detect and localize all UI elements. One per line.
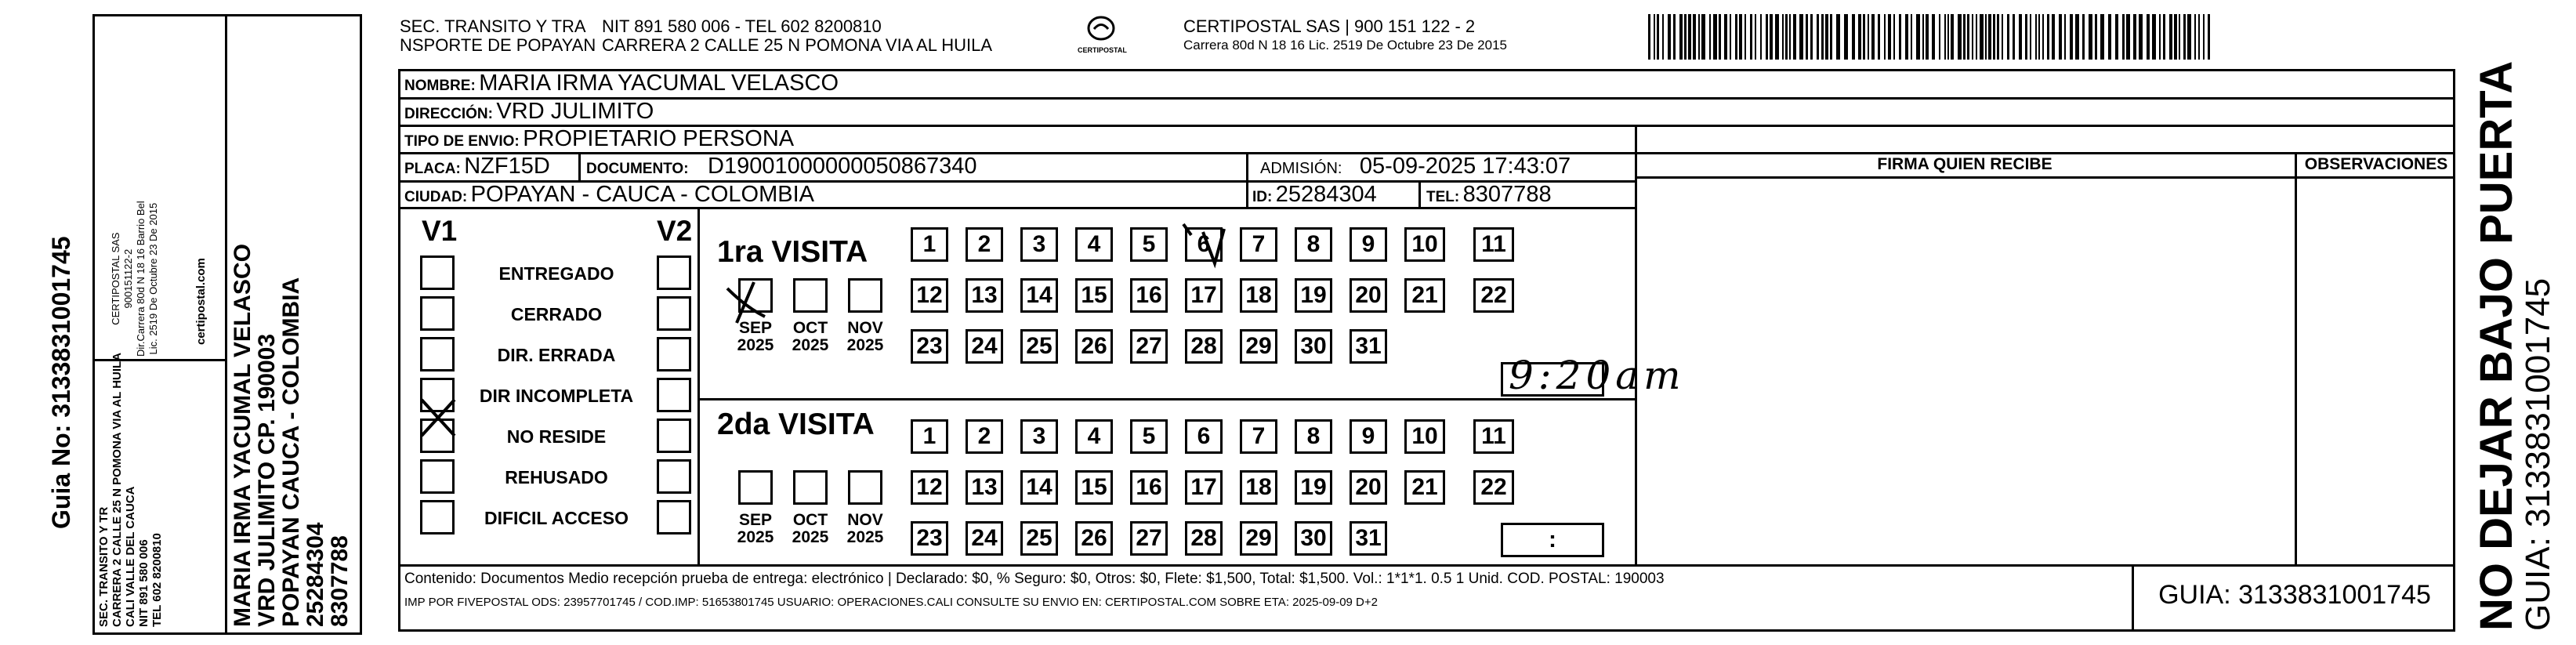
v1-label: V1	[422, 215, 458, 247]
recipient-line: POPAYAN CAUCA - COLOMBIA	[278, 277, 304, 627]
carrier-line: Lic. 2519 De Octubre 23 De 2015	[147, 202, 159, 355]
day-box-visit2[interactable]: 7	[1240, 419, 1277, 454]
ciudad-value: POPAYAN - CAUCA - COLOMBIA	[470, 182, 814, 207]
month-name: NOV	[847, 319, 883, 337]
day-box-visit1[interactable]: 12	[911, 278, 948, 313]
day-box-visit1[interactable]: 19	[1295, 278, 1332, 313]
day-box-visit2[interactable]: 17	[1185, 470, 1223, 505]
ciudad-label: CIUDAD:	[404, 189, 468, 205]
day-box-visit2[interactable]: 30	[1295, 521, 1332, 556]
day-box-visit1[interactable]: 14	[1020, 278, 1058, 313]
id-value: 25284304	[1275, 182, 1377, 207]
tel-value: 8307788	[1462, 182, 1552, 207]
day-box-visit2[interactable]: 9	[1350, 419, 1387, 454]
recipient-line: 25284304	[303, 522, 328, 627]
reason-label: REHUSADO	[505, 467, 608, 487]
day-box-visit1[interactable]: 31	[1350, 329, 1387, 364]
sender-line: NIT 891 580 006	[137, 539, 150, 627]
month-year: 2025	[792, 336, 829, 354]
day-box-visit1[interactable]: 4	[1075, 227, 1113, 262]
time-box-visit2-text: :	[1549, 527, 1556, 553]
day-box-visit1[interactable]: 29	[1240, 329, 1277, 364]
carrier-line: 900151122-2	[122, 248, 134, 309]
header-sender-info: NIT 891 580 006 - TEL 602 8200810 CARRERA 2 CALLE 25 N POMONA VIA AL HUILA	[602, 16, 993, 55]
month-name: SEP	[738, 511, 773, 529]
tel-label: TEL:	[1426, 189, 1460, 205]
day-box-visit2[interactable]: 8	[1295, 419, 1332, 454]
direccion-value: VRD JULIMITO	[496, 99, 654, 124]
sender-line: TEL 602 8200810	[150, 533, 164, 627]
reason-label: DIR. ERRADA	[497, 345, 616, 365]
month-year: 2025	[846, 528, 884, 546]
month-name: OCT	[792, 319, 828, 337]
day-box-visit2[interactable]: 12	[911, 470, 948, 505]
check-mark-icon	[422, 224, 1224, 436]
day-box-visit1[interactable]: 22	[1473, 278, 1514, 313]
day-box-visit2[interactable]: 18	[1240, 470, 1277, 505]
day-box-visit1[interactable]: 15	[1075, 278, 1113, 313]
day-box-visit1[interactable]: 6	[1185, 227, 1223, 262]
month-name: OCT	[792, 511, 828, 529]
day-box-visit2[interactable]: 26	[1075, 521, 1113, 556]
carrier-line: CERTIPOSTAL SAS	[110, 232, 121, 325]
day-box-visit2[interactable]: 13	[966, 470, 1003, 505]
day-box-visit1[interactable]: 9	[1350, 227, 1387, 262]
firma-label: FIRMA QUIEN RECIBE	[1877, 155, 2052, 173]
nombre-value: MARIA IRMA YACUMAL VELASCO	[479, 71, 839, 96]
sender-line: CALI VALLE DEL CAUCA	[124, 486, 137, 627]
day-box-visit2[interactable]: 28	[1185, 521, 1223, 556]
tipo-label: TIPO DE ENVIO:	[404, 133, 520, 150]
carrier-logo-text: CERTIPOSTAL	[1078, 46, 1127, 54]
day-box-visit1[interactable]: 8	[1295, 227, 1332, 262]
month-year: 2025	[737, 336, 774, 354]
day-box-visit2[interactable]: 22	[1473, 470, 1514, 505]
day-box-visit2[interactable]: 1	[911, 419, 948, 454]
documento-value: D19001000000050867340	[708, 154, 977, 179]
handwritten-time: 9:20am	[1509, 353, 1686, 398]
day-box-visit1[interactable]: 16	[1130, 278, 1168, 313]
day-box-visit2[interactable]: 19	[1295, 470, 1332, 505]
day-box-visit2[interactable]: 29	[1240, 521, 1277, 556]
header-carrier-info: CERTIPOSTAL SAS | 900 151 122 - 2 Carrera 80d N 18 16 Lic. 2519 De Octubre 23 De 2015	[1183, 16, 1507, 53]
reason-label: CERRADO	[510, 304, 603, 324]
admision-label: ADMISIÓN:	[1260, 160, 1342, 177]
month-name: SEP	[738, 319, 773, 337]
day-box-visit2[interactable]: 23	[911, 521, 948, 556]
day-box-visit1[interactable]: 17	[1185, 278, 1223, 313]
day-box-visit2[interactable]: 4	[1075, 419, 1113, 454]
direccion-label: DIRECCIÓN:	[404, 106, 493, 122]
day-box-visit1[interactable]: 18	[1240, 278, 1277, 313]
day-box-visit1[interactable]: 11	[1473, 227, 1514, 262]
month-name: NOV	[847, 511, 883, 529]
carrier-line: Dir.Carrera 80d N 18 16 Barrio Bel	[135, 201, 147, 357]
day-box-visit1[interactable]: 10	[1404, 227, 1445, 262]
day-box-visit2[interactable]: 2	[966, 419, 1003, 454]
placa-value: NZF15D	[464, 154, 550, 179]
month-year: 2025	[737, 528, 774, 546]
month-year: 2025	[846, 336, 884, 354]
day-box-visit1[interactable]: 3	[1020, 227, 1058, 262]
day-box-visit2[interactable]: 15	[1075, 470, 1113, 505]
sender-line: CARRERA 2 CALLE 25 N POMONA VIA AL HUILA	[111, 352, 124, 627]
no-dejar-vertical	[2473, 61, 2556, 631]
recipient-line: 8307788	[327, 535, 353, 627]
day-box-visit2[interactable]: 25	[1020, 521, 1058, 556]
footer-line2: IMP POR FIVEPOSTAL ODS: 23957701745 / COD.IMP: 51653801745 USUARIO: OPERACIONES.CALI CONSULTE SU ENVIO EN: CERTIPOSTAL.COM SOBRE ETA: 2025-09-09 D+2	[404, 596, 1378, 609]
no-dejar-text: NO DEJAR BAJO PUERTA	[2471, 60, 2522, 631]
reason-label: NO RESIDE	[506, 426, 607, 447]
month-year: 2025	[792, 528, 829, 546]
day-box-visit1[interactable]: 5	[1130, 227, 1168, 262]
day-box-visit2[interactable]: 11	[1473, 419, 1514, 454]
day-box-visit2[interactable]: 31	[1350, 521, 1387, 556]
carrier-web-vertical: certipostal.com	[194, 258, 208, 345]
day-box-visit1[interactable]: 1	[911, 227, 948, 262]
admision-value: 05-09-2025 17:43:07	[1359, 154, 1571, 179]
day-box-visit1[interactable]: 24	[966, 329, 1003, 364]
right-guia-text: GUIA: 3133831001745	[2519, 277, 2557, 631]
day-box-visit1[interactable]: 20	[1350, 278, 1387, 313]
day-box-visit2[interactable]: 10	[1404, 419, 1445, 454]
observaciones-label: OBSERVACIONES	[2304, 155, 2448, 173]
day-box-visit1[interactable]: 2	[966, 227, 1003, 262]
recipient-line: MARIA IRMA YACUMAL VELASCO	[230, 244, 255, 627]
reason-label: DIFICIL ACCESO	[484, 508, 629, 528]
day-box-visit1[interactable]: 23	[911, 329, 948, 364]
footer-line1: Contenido: Documentos Medio recepción prueba de entrega: electrónico | Declarado: $0, % Seguro: $0, Otros: $0, Flete: $1,500, Total: $1,500. Vol.: 1*1*1. 0.5 1 Unid. COD. POSTAL: 190003	[404, 571, 1665, 587]
day-box-visit1[interactable]: 21	[1404, 278, 1445, 313]
day-box-visit1[interactable]: 25	[1020, 329, 1058, 364]
day-box-visit1[interactable]: 7	[1240, 227, 1277, 262]
day-box-visit2[interactable]: 20	[1350, 470, 1387, 505]
day-box-visit1[interactable]: 13	[966, 278, 1003, 313]
reason-label: DIR INCOMPLETA	[479, 386, 634, 406]
day-box-visit1[interactable]: 28	[1185, 329, 1223, 364]
day-box-visit2[interactable]: 6	[1185, 419, 1223, 454]
visit1-label: 1ra VISITA	[717, 235, 868, 269]
day-box-visit2[interactable]: 16	[1130, 470, 1168, 505]
day-box-visit1[interactable]: 26	[1075, 329, 1113, 364]
day-box-visit2[interactable]: 27	[1130, 521, 1168, 556]
day-box-visit2[interactable]: 5	[1130, 419, 1168, 454]
day-box-visit2[interactable]: 24	[966, 521, 1003, 556]
guia-number-vertical: Guia No: 3133831001745	[47, 236, 75, 529]
nombre-label: NOMBRE:	[404, 78, 476, 94]
day-box-visit2[interactable]: 21	[1404, 470, 1445, 505]
tipo-value: PROPIETARIO PERSONA	[523, 126, 795, 151]
day-box-visit2[interactable]: 3	[1020, 419, 1058, 454]
recipient-line: VRD JULIMITO CP. 190003	[254, 333, 280, 627]
v2-label: V2	[657, 215, 693, 247]
visit2-label: 2da VISITA	[717, 408, 875, 441]
day-box-visit2[interactable]: 14	[1020, 470, 1058, 505]
footer-guia-box: GUIA: 3133831001745	[2158, 580, 2431, 610]
documento-label: DOCUMENTO:	[586, 161, 689, 177]
placa-label: PLACA:	[404, 161, 461, 177]
day-box-visit1[interactable]: 27	[1130, 329, 1168, 364]
reason-label: ENTREGADO	[498, 263, 614, 284]
sender-line: SEC. TRANSITO Y TR	[97, 506, 111, 627]
header-sender-name: SEC. TRANSITO Y TRA NSPORTE DE POPAYAN	[400, 16, 596, 55]
id-label: ID:	[1252, 189, 1273, 205]
day-box-visit1[interactable]: 30	[1295, 329, 1332, 364]
